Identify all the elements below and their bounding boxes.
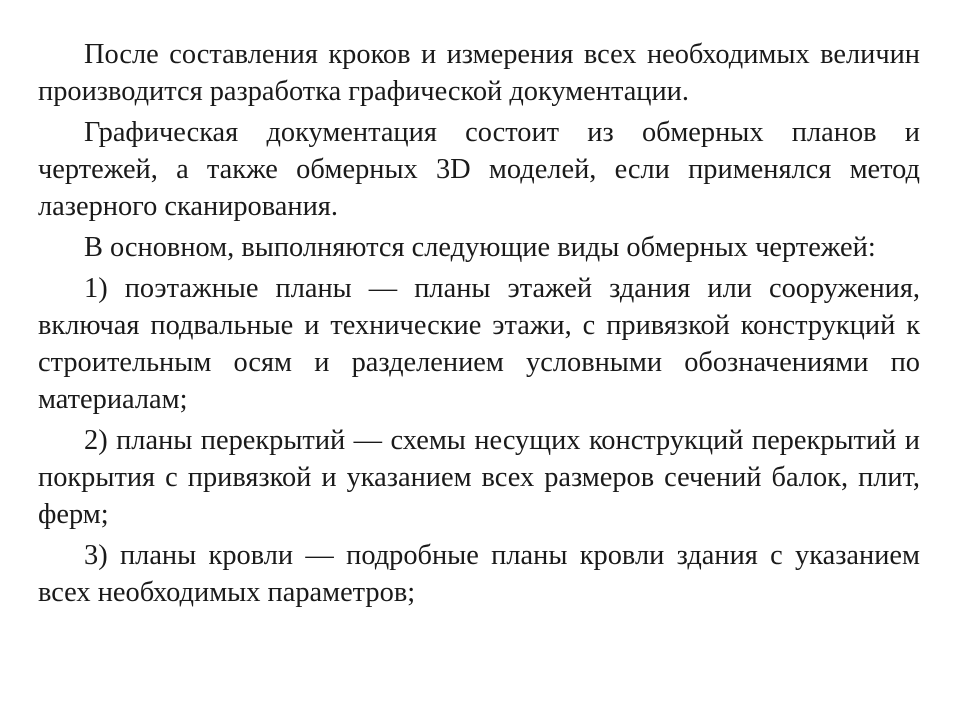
list-item-slab-plans: 2) планы перекрытий — схемы несущих конструкций перекрытий и покрытия с привязкой и указанием всех размеров сечений балок, плит, ферм; — [38, 425, 920, 530]
paragraph-drawing-types: В основном, выполняются следующие виды обмерных чертежей: — [84, 232, 876, 263]
list-item-roof-plans: 3) планы кровли — подробные планы кровли здания с указанием всех необходимых параметров; — [38, 540, 920, 608]
paragraph-documentation: Графическая документация состоит из обмерных планов и чертежей, а также обмерных 3D моделей, если применялся метод лазерного сканирования. — [38, 117, 920, 222]
list-item-floor-plans: 1) поэтажные планы — планы этажей здания или сооружения, включая подвальные и технические этажи, с привязкой конструкций к строительным осям и разделением условными обозначениями по материалам; — [38, 273, 920, 415]
slide-text-body — [38, 36, 920, 615]
paragraph-intro: После составления кроков и измерения всех необходимых величин производится разработка графической документации. — [38, 39, 920, 107]
